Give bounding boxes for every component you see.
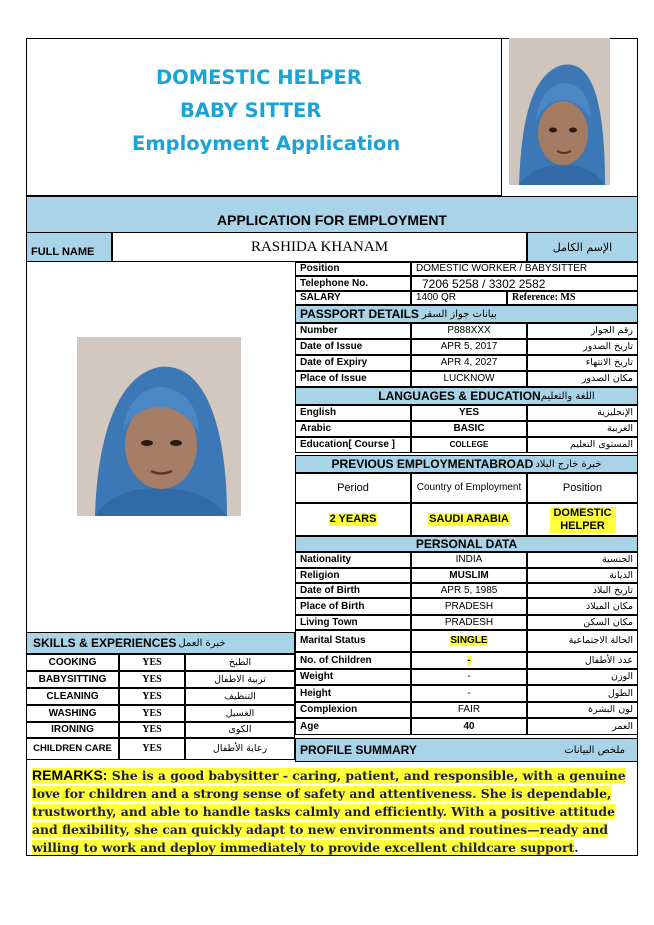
languages-title-ar: اللغة والتعليم (540, 390, 595, 402)
remarks-label: REMARKS: (32, 767, 108, 783)
form-title: APPLICATION FOR EMPLOYMENT (217, 212, 447, 228)
personal-field-value: FAIR (457, 704, 481, 715)
passport-field-label: Number (295, 323, 411, 339)
header-title-line2: BABY SITTER (180, 99, 322, 122)
header-title-line3: Employment Application (132, 132, 401, 155)
personal-field-value-cell (411, 568, 527, 583)
personal-field-label-ar: لون البشرة (527, 702, 638, 718)
language-field-value: BASIC (411, 421, 527, 437)
passport-field-label-ar: تاريخ الانتهاء (527, 355, 638, 371)
passport-field-value: APR 4, 2027 (411, 355, 527, 371)
position-value: DOMESTIC WORKER / BABYSITTER (411, 262, 638, 276)
employment-position: DOMESTIC HELPER (550, 507, 616, 533)
personal-field-value: - (467, 687, 471, 699)
full-name-label-ar: الإسم الكامل (527, 232, 638, 262)
personal-field-value: INDIA (455, 554, 483, 565)
employment-period-cell (295, 503, 411, 536)
skill-name: WASHING (26, 705, 119, 722)
languages-title: LANGUAGES & EDUCATION (378, 389, 541, 403)
profile-section-header (295, 738, 638, 762)
skill-name: CHILDREN CARE (26, 738, 119, 760)
skill-name-ar: الكوى (185, 722, 295, 738)
personal-field-value: APR 5, 1985 (440, 584, 498, 596)
personal-field-label-ar: مكان الميلاد (527, 598, 638, 615)
personal-field-label: Living Town (295, 615, 411, 630)
skill-name: CLEANING (26, 688, 119, 705)
passport-field-label: Place of Issue (295, 371, 411, 387)
skill-value: YES (119, 671, 185, 688)
employment-country: SAUDI ARABIA (429, 513, 509, 525)
passport-section-header (295, 305, 638, 323)
reference-code: Reference: MS (507, 291, 638, 305)
personal-section-header (295, 536, 638, 552)
personal-field-value-cell (411, 652, 527, 669)
personal-field-label: Height (295, 685, 411, 702)
position-label: Position (295, 262, 411, 276)
passport-field-label-ar: مكان الصدور (527, 371, 638, 387)
employment-col-position: Position (527, 473, 638, 503)
personal-field-label: Complexion (295, 702, 411, 718)
personal-field-label-ar: الجنسية (527, 552, 638, 568)
employment-col-country: Country of Employment (411, 473, 527, 503)
remarks-end: . (574, 840, 579, 855)
employment-position-cell (527, 503, 638, 536)
passport-field-label: Date of Issue (295, 339, 411, 355)
personal-field-value-cell (411, 718, 527, 735)
personal-field-value-cell (411, 630, 527, 652)
language-field-label: Arabic (295, 421, 411, 437)
salary-value: 1400 QR (411, 291, 507, 305)
personal-field-label: No. of Children (295, 652, 411, 669)
employment-title-ar: خبرة خارج البلاد (535, 458, 602, 470)
personal-field-label: Age (295, 718, 411, 735)
language-field-label: Education[ Course ] (295, 437, 411, 453)
personal-field-label-ar: الحالة الاجتماعية (527, 630, 638, 652)
personal-field-label: Weight (295, 669, 411, 685)
language-field-label-ar: العربية (527, 421, 638, 437)
personal-field-label-ar: مكان السكن (527, 615, 638, 630)
passport-field-label: Date of Expiry (295, 355, 411, 371)
applicant-photo-small (509, 38, 610, 185)
personal-field-label-ar: تاريخ البلاد (527, 583, 638, 598)
language-field-label: English (295, 405, 411, 421)
personal-field-label: Date of Birth (295, 583, 411, 598)
employment-col-period: Period (295, 473, 411, 503)
telephone-label: Telephone No. (295, 276, 411, 291)
skill-value: YES (119, 738, 185, 760)
personal-field-value: - (467, 654, 471, 666)
skills-title: SKILLS & EXPERIENCES (33, 636, 177, 650)
personal-field-label-ar: الوزن (527, 669, 638, 685)
personal-field-value-cell (411, 702, 527, 718)
personal-field-label-ar: الطول (527, 685, 638, 702)
personal-field-label-ar: الديانة (527, 568, 638, 583)
personal-field-label: Nationality (295, 552, 411, 568)
personal-field-label-ar: العمر (527, 718, 638, 735)
remarks-paragraph (32, 766, 632, 857)
personal-field-value-cell (411, 669, 527, 685)
passport-field-value: LUCKNOW (411, 371, 527, 387)
full-name-value: RASHIDA KHANAM (112, 232, 527, 262)
personal-field-value-cell (411, 615, 527, 630)
skills-section-header (26, 632, 295, 654)
skill-value: YES (119, 688, 185, 705)
employment-title: PREVIOUS EMPLOYMENTABROAD (331, 457, 534, 471)
language-field-value: YES (411, 405, 527, 421)
passport-field-value: APR 5, 2017 (411, 339, 527, 355)
skill-name-ar: التنظيف (185, 688, 295, 705)
skill-value: YES (119, 654, 185, 671)
personal-field-value-cell (411, 583, 527, 598)
personal-field-value-cell (411, 685, 527, 702)
employment-country-cell (411, 503, 527, 536)
skill-name: BABYSITTING (26, 671, 119, 688)
passport-field-value: P888XXX (411, 323, 527, 339)
personal-field-value: MUSLIM (449, 569, 489, 581)
skill-name-ar: الغسيل (185, 705, 295, 722)
employment-period: 2 YEARS (329, 513, 377, 525)
personal-field-value: PRADESH (444, 600, 494, 612)
personal-field-label: Place of Birth (295, 598, 411, 615)
telephone-value: 7206 5258 / 3302 2582 (411, 276, 638, 291)
personal-title: PERSONAL DATA (415, 537, 518, 551)
skill-name-ar: رعاية الأطفال (185, 738, 295, 760)
salary-label: SALARY (295, 291, 411, 305)
passport-title: PASSPORT DETAILS (300, 307, 419, 321)
skill-name: COOKING (26, 654, 119, 671)
profile-title: PROFILE SUMMARY (300, 743, 417, 757)
passport-title-ar: بيانات جواز السفر (421, 308, 497, 320)
personal-field-value-cell (411, 598, 527, 615)
language-field-value: COLLEGE (411, 437, 527, 453)
personal-field-value-cell (411, 552, 527, 568)
profile-title-ar: ملخص البيانات (564, 744, 625, 756)
skill-value: YES (119, 705, 185, 722)
languages-section-header (295, 387, 638, 405)
personal-field-label-ar: عدد الأطفال (527, 652, 638, 669)
personal-field-value: PRADESH (444, 616, 494, 628)
personal-field-label: Marital Status (295, 630, 411, 652)
language-field-label-ar: المستوى التعليم (527, 437, 638, 453)
language-field-label-ar: الإنجليزية (527, 405, 638, 421)
skills-title-ar: خبرة العمل (178, 637, 226, 649)
skill-name-ar: الطبخ (185, 654, 295, 671)
passport-field-label-ar: رقم الجواز (527, 323, 638, 339)
skill-name-ar: تربية الاطفال (185, 671, 295, 688)
full-name-label: FULL NAME (26, 232, 112, 262)
remarks-text: She is a good babysitter - caring, patient, and responsible, with a genuine love for children and a strong sense of safety and attentiveness. She is dependable, trustworthy, and able to handle tasks calmly and efficiently. With a positive attitude and flexibility, she can quickly adapt to new environments and routines—ready and willing to work and deploy immediately to provide excellent childcare support (32, 768, 626, 855)
passport-field-label-ar: تاريخ الصدور (527, 339, 638, 355)
personal-field-value: - (467, 671, 471, 682)
skill-name: IRONING (26, 722, 119, 738)
employment-section-header (295, 455, 638, 473)
skill-value: YES (119, 722, 185, 738)
personal-field-value: 40 (463, 720, 475, 732)
applicant-photo-large (77, 337, 241, 516)
header-title-line1: DOMESTIC HELPER (156, 66, 362, 89)
personal-field-value: SINGLE (450, 635, 488, 646)
personal-field-label: Religion (295, 568, 411, 583)
